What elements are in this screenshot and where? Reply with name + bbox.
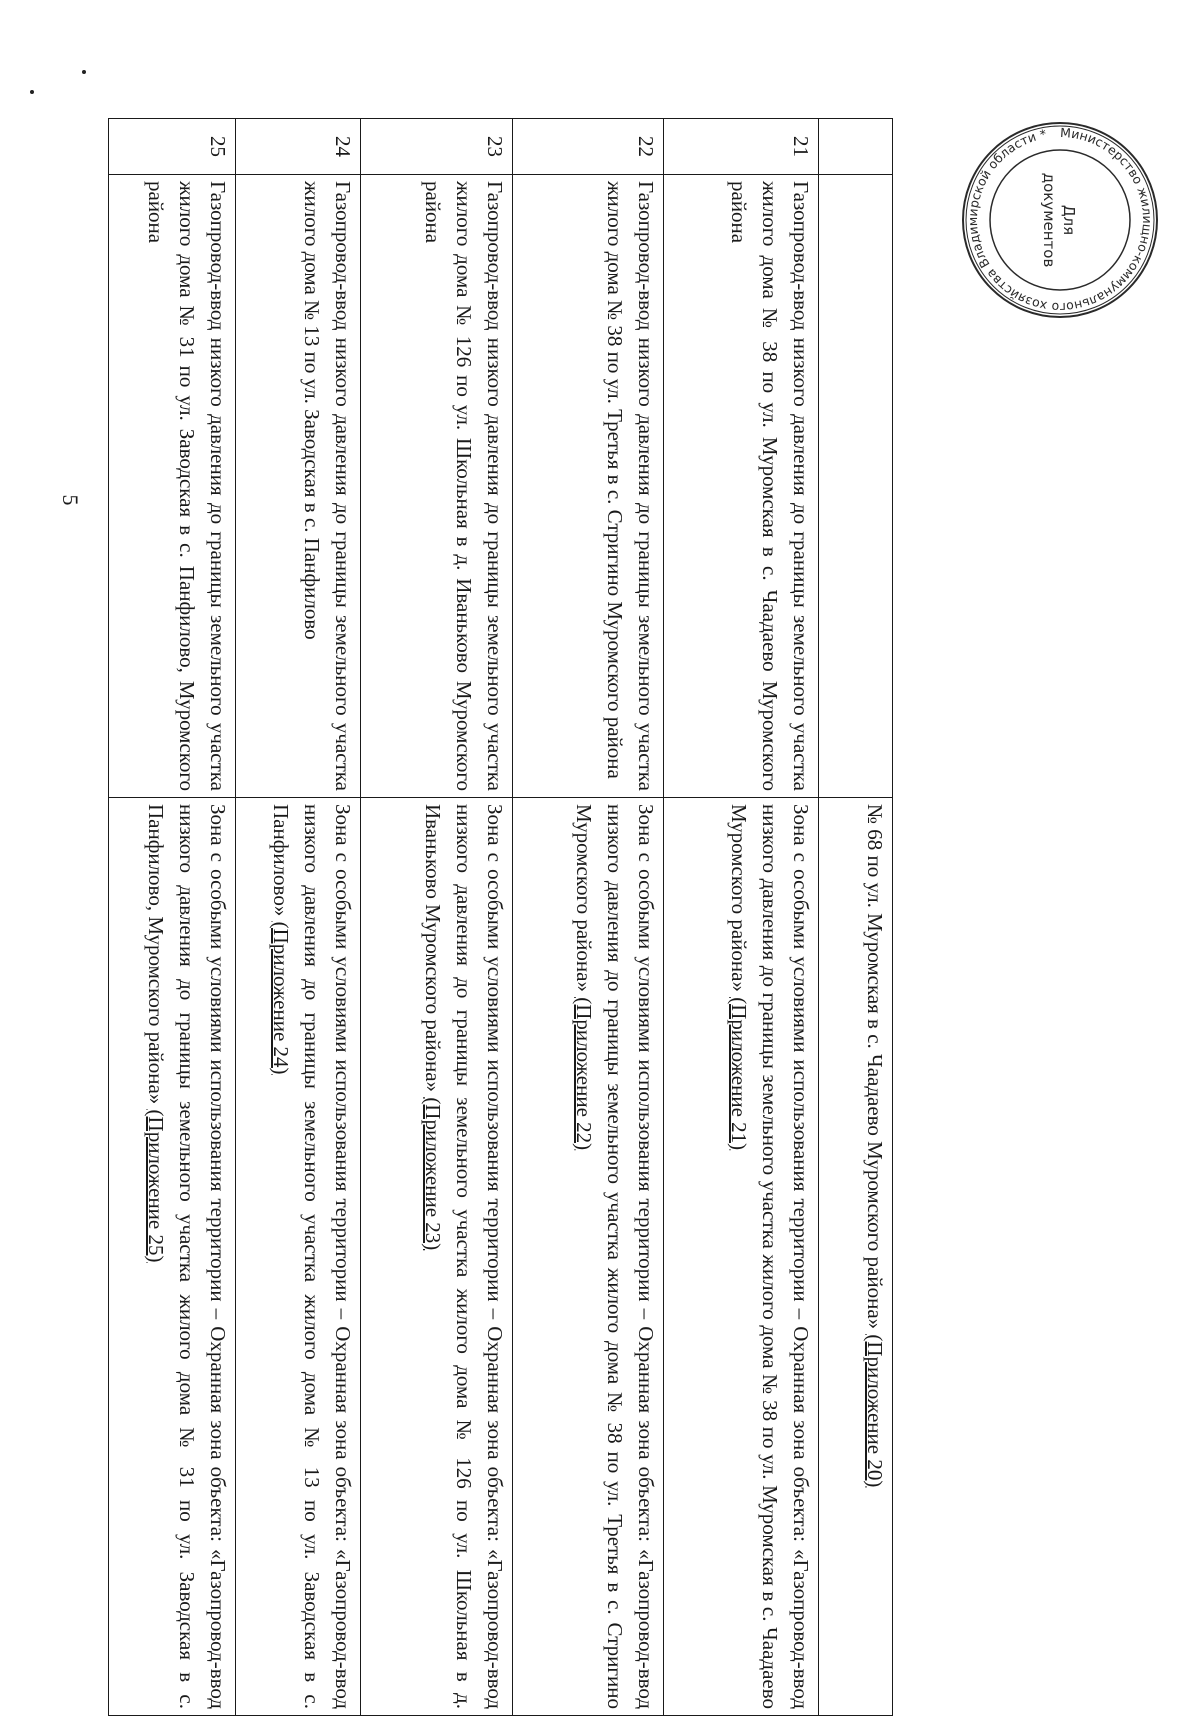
table-row bbox=[361, 119, 512, 1716]
table-cell-zone: Зона с особыми условиями использования территории – Охранная зона объекта: «Газопровод-ввод низкого давления до границы земельного участка жилого дома № 31 по ул. Заводская в с. Панфилово, Муромского района» (Приложение 25) bbox=[109, 798, 236, 1716]
table-row bbox=[109, 119, 236, 1716]
stamp-outer-ring bbox=[963, 123, 1157, 317]
table-cell-zone: Зона с особыми условиями использования территории – Охранная зона объекта: «Газопровод-ввод низкого давления до границы земельного участка жилого дома № 13 по ул. Заводская в с. Панфилово» (Приложение 24) bbox=[236, 798, 361, 1716]
stamp-ring-text: Министерство жилищно-коммунального хозяйства Владимирской области * bbox=[964, 124, 1156, 316]
table-cell-zone: Зона с особыми условиями использования территории – Охранная зона объекта: «Газопровод-ввод низкого давления до границы земельного участка жилого дома № 126 по ул. Школьная в д. Иваньково Муромского района» (Приложение 23) bbox=[361, 798, 512, 1716]
table-cell-number: 25 bbox=[109, 119, 236, 175]
stamp-center-text bbox=[1040, 173, 1078, 268]
table-cell-number: 21 bbox=[663, 119, 818, 175]
official-stamp bbox=[960, 120, 1160, 320]
scan-speck bbox=[82, 70, 86, 74]
table-cell-number: 22 bbox=[512, 119, 663, 175]
stamp-center-line2: документов bbox=[1040, 172, 1058, 268]
table-row bbox=[512, 119, 663, 1716]
appendix-reference: (Приложение 25) bbox=[144, 1109, 169, 1263]
table-cell-object bbox=[818, 175, 892, 798]
page-number: 5 bbox=[58, 494, 83, 506]
table-cell-zone: № 68 по ул. Муромская в с. Чаадаево Муромского района» (Приложение 20) bbox=[818, 798, 892, 1716]
table-cell-number: 23 bbox=[361, 119, 512, 175]
table-row bbox=[236, 119, 361, 1716]
appendix-reference: (Приложение 21) bbox=[726, 997, 751, 1151]
table-cell-object: Газопровод-ввод низкого давления до границы земельного участка жилого дома № 126 по ул. Школьная в д. Иваньково Муромского района bbox=[361, 175, 512, 798]
stamp-inner-ring bbox=[990, 150, 1130, 290]
table-cell-zone: Зона с особыми условиями использования территории – Охранная зона объекта: «Газопровод-ввод низкого давления до границы земельного участка жилого дома № 38 по ул. Третья в с. Стригино Муромского района» (Приложение 22) bbox=[512, 798, 663, 1716]
scan-speck bbox=[30, 90, 34, 94]
table-cell-number bbox=[818, 119, 892, 175]
rotated-table-container bbox=[108, 118, 893, 1716]
table-cell-object: Газопровод-ввод низкого давления до границы земельного участка жилого дома № 38 по ул. Третья в с. Стригино Муромского района bbox=[512, 175, 663, 798]
table-cell-number: 24 bbox=[236, 119, 361, 175]
table-row bbox=[663, 119, 818, 1716]
table-cell-object: Газопровод-ввод низкого давления до границы земельного участка жилого дома № 38 по ул. Муромская в с. Чаадаево Муромского района bbox=[663, 175, 818, 798]
stamp-center-line1: Для bbox=[1060, 204, 1078, 236]
appendix-reference: (Приложение 22) bbox=[571, 997, 596, 1151]
appendix-reference: (Приложение 23) bbox=[420, 1097, 445, 1251]
table-cell-zone: Зона с особыми условиями использования территории – Охранная зона объекта: «Газопровод-ввод низкого давления до границы земельного участка жилого дома № 38 по ул. Муромская в с. Чаадаево Муромского района» (Приложение 21) bbox=[663, 798, 818, 1716]
table-row-continuation bbox=[818, 119, 892, 1716]
appendix-reference: (Приложение 24) bbox=[269, 921, 294, 1075]
table-cell-object: Газопровод-ввод низкого давления до границы земельного участка жилого дома № 13 по ул. Заводская в с. Панфилово bbox=[236, 175, 361, 798]
appendix-reference: (Приложение 20) bbox=[863, 1334, 887, 1488]
table-cell-object: Газопровод-ввод низкого давления до границы земельного участка жилого дома № 31 по ул. Заводская в с. Панфилово, Муромского района bbox=[109, 175, 236, 798]
zones-table bbox=[108, 118, 893, 1716]
